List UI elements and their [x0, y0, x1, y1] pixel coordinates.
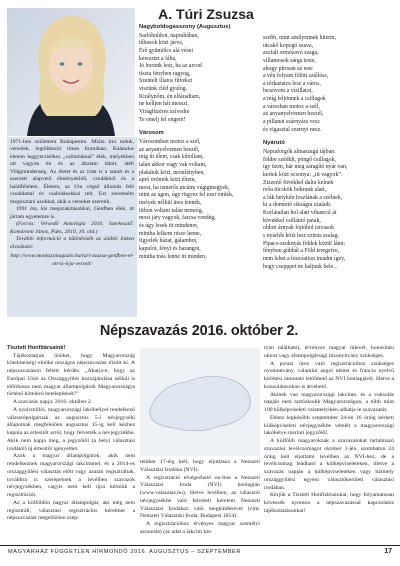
- poem-line: nem lehet a hiszóation imádni ígey,: [263, 255, 346, 262]
- article-paragraph: A regisztráció elvégezhető on-line a Nemzeti Választási Iroda (NVI) honlapján (www.valasztas.hu), illetve levélben, az választói névjegyzékbe való felvételt kérelem Nemzeti Választási Irodához való megküldésével (cím: Nemzeti Választási Iroda, Budapest 1854).: [140, 474, 260, 520]
- footer-publication: MAGYARHÁZ FÜGGETLEN HÍRMONDÓ 2016. AUGUSZTUS – SZEPTEMBER: [8, 549, 242, 555]
- article-salutation: Tisztelt Honfitársaink!: [7, 345, 66, 351]
- article-paragraph: tyán található), érvényes magyar útlevél, honosítási okirat vagy állampolgársági bizonyítvány szükséges.: [264, 345, 394, 359]
- poem-line: reõa tücskök bokrunk alatt,: [263, 187, 327, 194]
- poem-line: keresztet a fába,: [139, 55, 177, 62]
- portrait-image: [7, 8, 135, 136]
- article-paragraph: A szavazás napja: 2016. október 2.: [13, 399, 93, 406]
- poem-line: most, ha ismerős utcáim végigmegyek,: [139, 184, 230, 191]
- poem-line: s nyárlék közt lesz ezüsts szalag.: [263, 233, 339, 240]
- article-paragraph: A regisztrációhoz érvényes magyar személyi azonosító (az adat a lakcím kár-: [140, 521, 260, 535]
- poem-line: Jó borunk lesz, ha az arcod: [139, 63, 202, 70]
- poem-line: most járy vagyok, farcsa vendég,: [139, 215, 216, 222]
- author-bio: [7, 137, 137, 317]
- poem-line: szebb, mint amilyennek hittem,: [263, 35, 336, 41]
- poem-line: kapulót, fényt és harangot,: [139, 245, 201, 252]
- author-name: A. Túri Zsuzsa: [158, 6, 254, 22]
- page-number: 17: [384, 548, 392, 555]
- article-column-3: [264, 345, 394, 516]
- article-paragraph: Tájékoztatjuk önöket, hogy Magyarország kötelmeiségi elnöke országos népszavazást tűzött ki. A népszavazáson feltett kérdés: „Akarja-e, hogy az Európai Unió az Országgyűlés hozzájárulása nélkül is előírhassa nem magyar állampolgárok Magyarországra történő kötelező betelepítését?”: [7, 352, 135, 398]
- article-paragraph: A nyolcmillió, magyarországi lakóhellyel rendelkező választópolgárnak az augusztus 5-i névjegyzéki állapotnak megfelelően augusztus 15-ig kell kézhez kapnia az értesítőt arról, hogy felvették a névjegyzékbe. Akik nem kapja meg, a jegyzőtől (a helyi választási irodától) új értesítőt igényelhet.: [7, 406, 135, 452]
- poem-line: és úgy lesek itt mindenre,: [139, 223, 199, 230]
- article-column-1: [7, 345, 135, 523]
- poem-line: mintha más lenne itt minden,: [139, 253, 207, 260]
- bio-link[interactable]: http://www.montazsmagazin.hu/turi-zsuzsa-genfben-el-ott-is-irja-verseit/: [10, 253, 134, 267]
- poem-column-2: [263, 35, 395, 271]
- poem-line: villamosok sárga teste,: [263, 57, 316, 64]
- poem-line: kertek közt ocsonya: „itt vagyok”.: [263, 171, 343, 178]
- poem-line: kövekkel csillántó patak,: [263, 217, 321, 224]
- page-footer: [0, 545, 400, 559]
- article-paragraph: A postai úton való regisztrációhoz szükséges nyomtatvány, valamint angol német és francia nyelvű kitöltési útmutató letölthető az NVI honlapjáról, illetve a konzulátusokon is átvehető.: [264, 360, 394, 390]
- poem-line: apró örömök közt éltem,: [139, 177, 196, 184]
- poem-line: aszfalt ormózavó szaga,: [263, 50, 319, 57]
- poem-line: beszívom a vízillatot,: [263, 88, 313, 95]
- poem-lines: [139, 139, 261, 261]
- poem-line: Érő gyümölcs alá vései: [139, 47, 193, 54]
- article-paragraph: Ehhez legkésőbb szeptember 24-én 16 óráig kérheti külképviseleti névjegyzékbe vételét a magyarországi lakóhelye szerinti jegyzőtől.: [264, 414, 394, 437]
- poem-line: tűbusok közt járva,: [139, 40, 184, 47]
- poem-line: míg itt élem, csak lohollam,: [139, 154, 204, 161]
- poem-line: Korlátatlan hol alatt vihancol át: [263, 210, 337, 217]
- poem-line: Zizzenő füvekkel dalra kelnek: [263, 179, 334, 186]
- poem-line: figyelek házat, galambot,: [139, 238, 198, 245]
- article-paragraph: Akinek van magyarországi lakcíme, és a voksolás napján nem tartózkodik Magyarországon, a több mint 100 külképviseleti valamelyikén adhatja le szavazatát.: [264, 391, 394, 413]
- poem-line: Városomban motoz a szél,: [139, 138, 201, 145]
- poem-line: tiszta fényben ragyog,: [139, 70, 191, 77]
- poem-line: talán akkor vagy vak voltam,: [139, 161, 207, 168]
- poem-line: Te emelj fel engem!: [139, 116, 186, 123]
- article-paragraph: Az a külföldön nagyar állampolgár, aki még nem regisztrált, választási regisztrációs kérelmet a népszavazást megelőzően szep-: [7, 499, 135, 522]
- bio-paragraph: 1971-ben születtem Budapesten. Mióta írni tudok, verselek, legtöbbször rímes formában. Kalandos életem leggyerziséhez „vallomással” élek, melyekben ott vagyok én és az általam látott, átélt Világmindenség. Az életet és az írást is a tanult és a szerzett alapvető élményekből, csodákból és a halálfélelem. Életem, az Uta végső állomás felé csodálattal és csalódásokkal telt. Ezt szeretném megosztani azokkal, akik a verseket szeretik.: [10, 139, 134, 205]
- poem-title: Nagyboldogasszony (Augusztus): [139, 24, 231, 30]
- poem-line: ne kelljen hát messzi,: [139, 101, 189, 108]
- poem-line: Sarlóholdon, napruhában,: [139, 32, 199, 39]
- article-title: Népszavazás 2016. október 2.: [99, 323, 299, 339]
- poem-line: mintha lelkem része lenne,: [139, 230, 202, 237]
- poem-line: az anyanyelvemen beszél,: [139, 146, 200, 153]
- article-paragraph: A külföldi magyaroknak a szavazatokat tartalmazó szavazási levélcsomagot október 1-jén, szombaton 24 óráig kell eljuttatni levélben az NVI-hez, de a levélcsomag leadható a külképviseleteken, illetve a szavazás napján a külképviseleteken vagy bármely országgyűlési egyéni választókerületi választási irodában.: [264, 438, 394, 491]
- poem-line: Napraforgók almaszagú tájban:: [263, 148, 336, 155]
- article-paragraph: Azok a magyar állampolgárok, akik nem rendelkeznek magyarországi lakcímmel, és a 2014-es országgyűlési választás előtt vagy azután regisztráltak, továbbra is szerepelnek a levélben szavazók névjegyzékben, vagyis nem kell újra kérniük a regisztrációt.: [7, 453, 135, 499]
- bio-source-citation: (Forrás: Versedő Antológia 2010, Szerkesztő: Komáromi János, Paks, 2010, 10. old.): [10, 221, 134, 235]
- poem-line: melyek nélkül üres lennék,: [139, 200, 202, 207]
- article-paragraph: tember 17-éig kell, hogy eljuttassa a Nemzeti Választási Irodába (NVI).: [140, 459, 260, 473]
- poem-line: hogy csepppet ne haljunk bele...: [263, 263, 338, 270]
- hungary-map-illustration: [140, 348, 260, 456]
- poem-line: így üzen, hár meg sáragító nyár van,: [263, 164, 348, 171]
- poem-lines: [263, 149, 395, 271]
- poem-title: Városom: [139, 130, 164, 137]
- poem-line: a városban motoz a szél,: [263, 103, 320, 110]
- poem-line: a tőrkazatos lesz a város,: [263, 80, 321, 87]
- poem-line: földre szédült, pöngő csillagok,: [263, 156, 336, 163]
- poem-line: Szentelt illatos füveket: [139, 78, 193, 85]
- article-paragraph: Kérjük a Tisztelt Honfitársainkat, hogy folyamatosan kövessék nyomon a népszavazással kapcsolatos tájékoztatásunkat!: [264, 492, 394, 514]
- poem-line: a fák hetykén foszlának a szélnek,: [263, 194, 343, 201]
- poem-line: oldott árnyak fojtóbol istvasok: [263, 225, 335, 232]
- bio-more-info: További információ a különbözőt az alábbi linken olvasható:: [10, 236, 134, 250]
- poem-line: ahogy pirosan az este: [263, 65, 313, 72]
- poem-line: Pipacs-szoknyás földek közül lámi:: [263, 240, 346, 247]
- poem-line: itthon voltam talán nemrég,: [139, 207, 204, 214]
- poem-line: mint az ágon, úgy rügyez fel ezer emlék,: [139, 192, 234, 199]
- poem-line: fényben gúbbál a Föld teregetve,: [263, 248, 340, 255]
- poem-line: Királynőm, én elfáradtam,: [139, 93, 201, 100]
- author-heading-block: [139, 6, 263, 22]
- poem-line: és vigasztal ezernyi nesz.: [263, 126, 322, 133]
- poem-line: a pillanat szárnyára vesz: [263, 119, 320, 126]
- poem-lines: [139, 33, 261, 125]
- poem-line: plakátok közt, neonfényben,: [139, 169, 205, 176]
- poem-title: Nyárutó: [263, 140, 285, 147]
- bio-paragraph: 1991 óta, kis megszakításokkal, Genfben élek, itt jártam egyetemre is.: [10, 206, 134, 220]
- author-photo: [7, 8, 135, 136]
- poem-line: az anyanyelvemen beszél,: [263, 111, 324, 118]
- poem-line: Virágfüzéres szívedre: [139, 109, 190, 116]
- poem-line: a míg feljönnek a csillagok: [263, 96, 326, 103]
- poem-column-1: [139, 24, 261, 261]
- article-column-2: [140, 459, 260, 537]
- poem-line: ki a domtetõ sikságra szaladt.: [263, 202, 332, 209]
- poem-line: viszünk cléd gyulog.: [139, 86, 188, 93]
- poem-line: a vén folyam fölött szállóss,: [263, 73, 329, 80]
- poem-line: utcakő kopogó szava,: [263, 42, 314, 49]
- poem-lines: [263, 35, 395, 134]
